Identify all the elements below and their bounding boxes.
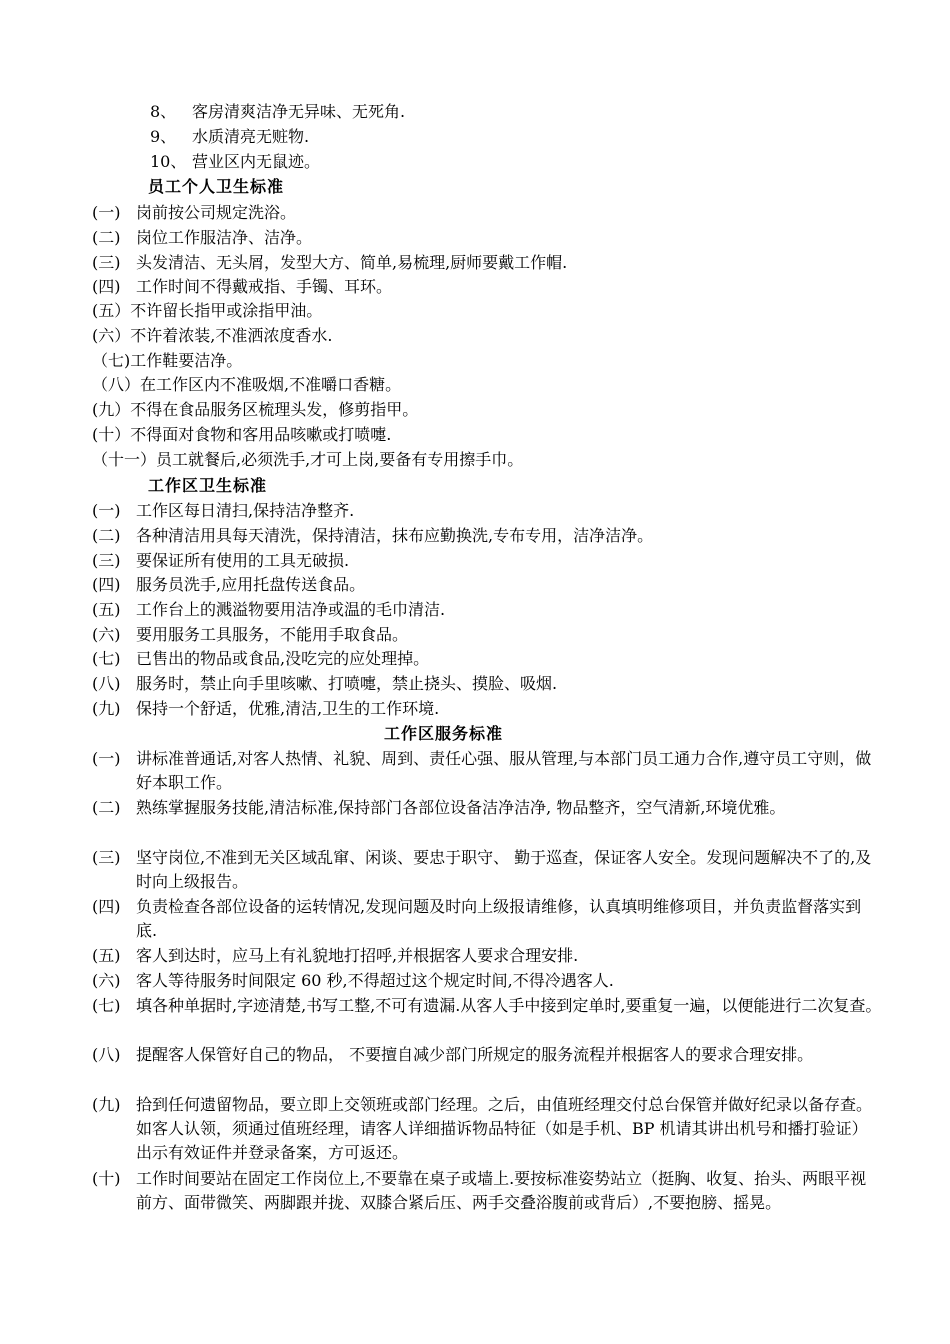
list-item: (五）不许留长指甲或涂指甲油。: [92, 301, 323, 320]
list-item: (十) 工作时间要站在固定工作岗位上,不要靠在桌子或墙上.要按标准姿势站立（挺胸、收复、抬头、两眼平视前方、面带微笑、两脚跟并拢、双膝合紧后压、两手交叠浴腹前或背后）,不要抱膀、摇晃。: [92, 1169, 867, 1212]
list-item: （十一）员工就餐后,必须洗手,才可上岗,要备有专用擦手巾。: [92, 450, 524, 469]
list-item: （八）在工作区内不准吸烟,不准嚼口香糖。: [92, 375, 402, 394]
list-item: (二) 熟练掌握服务技能,清洁标准,保持部门各部位设备洁净洁净, 物品整齐，空气清新,环境优雅。: [92, 798, 786, 817]
list-item: (三) 要保证所有使用的工具无破损.: [92, 551, 350, 570]
list-item: (九) 保持一个舒适，优雅,清洁,卫生的工作环境.: [92, 699, 440, 718]
list-item: 9、 水质清亮无赃物.: [150, 127, 310, 146]
list-item: (六) 要用服务工具服务，不能用手取食品。: [92, 625, 409, 644]
list-item: (五) 工作台上的溅溢物要用洁净或温的毛巾清洁.: [92, 600, 446, 619]
list-item: (六）不许着浓装,不准洒浓度香水.: [92, 326, 333, 345]
list-item: (七) 已售出的物品或食品,没吃完的应处理掉。: [92, 649, 430, 668]
list-item: (一) 工作区每日清扫,保持洁净整齐.: [92, 501, 355, 520]
list-item: (四) 服务员洗手,应用托盘传送食品。: [92, 575, 366, 594]
list-item: (九）不得在食品服务区梳理头发，修剪指甲。: [92, 400, 419, 419]
list-item: (三) 头发清洁、无头屑，发型大方、简单,易梳理,厨师要戴工作帽.: [92, 253, 568, 272]
list-item: (六) 客人等待服务时间限定 60 秒,不得超过这个规定时间,不得冷遇客人.: [92, 971, 614, 990]
list-item: 10、 营业区内无鼠迹。: [150, 152, 321, 171]
list-item: (五) 客人到达时，应马上有礼貌地打招呼,并根据客人要求合理安排.: [92, 946, 579, 965]
list-item: 8、 客房清爽洁净无异味、无死角.: [150, 102, 406, 121]
section-heading: 工作区卫生标准: [148, 476, 268, 495]
list-item: (八) 服务时，禁止向手里咳嗽、打喷嚏，禁止挠头、摸脸、吸烟.: [92, 674, 558, 693]
list-item: (八) 提醒客人保管好自己的物品， 不要擅自减少部门所规定的服务流程并根据客人的要求合理安排。: [92, 1045, 814, 1064]
list-item: (四) 负责检查各部位设备的运转情况,发现问题及时向上级报请维修，认真填明维修项目，并负责监督落实到底.: [92, 897, 862, 940]
section-heading: 工作区服务标准: [384, 724, 504, 743]
list-item: (四) 工作时间不得戴戒指、手镯、耳环。: [92, 277, 393, 296]
list-item: (三) 坚守岗位,不准到无关区域乱窜、闲谈、要忠于职守、 勤于巡查，保证客人安全。发现问题解决不了的,及时向上级报告。: [92, 848, 872, 891]
section-heading: 员工个人卫生标准: [148, 177, 285, 196]
list-item: (一) 岗前按公司规定洗浴。: [92, 203, 297, 222]
list-item: (二) 岗位工作服洁净、洁净。: [92, 228, 313, 247]
list-item: (一) 讲标准普通话,对客人热情、礼貌、周到、责任心强、服从管理,与本部门员工通力合作,遵守员工守则，做好本职工作。: [92, 749, 872, 792]
list-item: (七) 填各种单据时,字迹清楚,书写工整,不可有遗漏.从客人手中接到定单时,要重复一遍，以便能进行二次复查。: [92, 996, 882, 1015]
list-item: (十）不得面对食物和客用品咳嗽或打喷嚏.: [92, 425, 392, 444]
list-item: (九) 拾到任何遗留物品，要立即上交领班或部门经理。之后，由值班经理交付总台保管并做好纪录以备存查。如客人认领，须通过值班经理，请客人详细描诉物品特征（如是手机、BP 机请其讲出机号和播打验证）出示有效证件并登录备案，方可返还。: [92, 1095, 873, 1162]
list-item: (二) 各种清洁用具每天清洗，保持清洁，抹布应勤换洗,专布专用，洁净洁净。: [92, 526, 654, 545]
list-item: （七)工作鞋要洁净。: [92, 351, 243, 370]
